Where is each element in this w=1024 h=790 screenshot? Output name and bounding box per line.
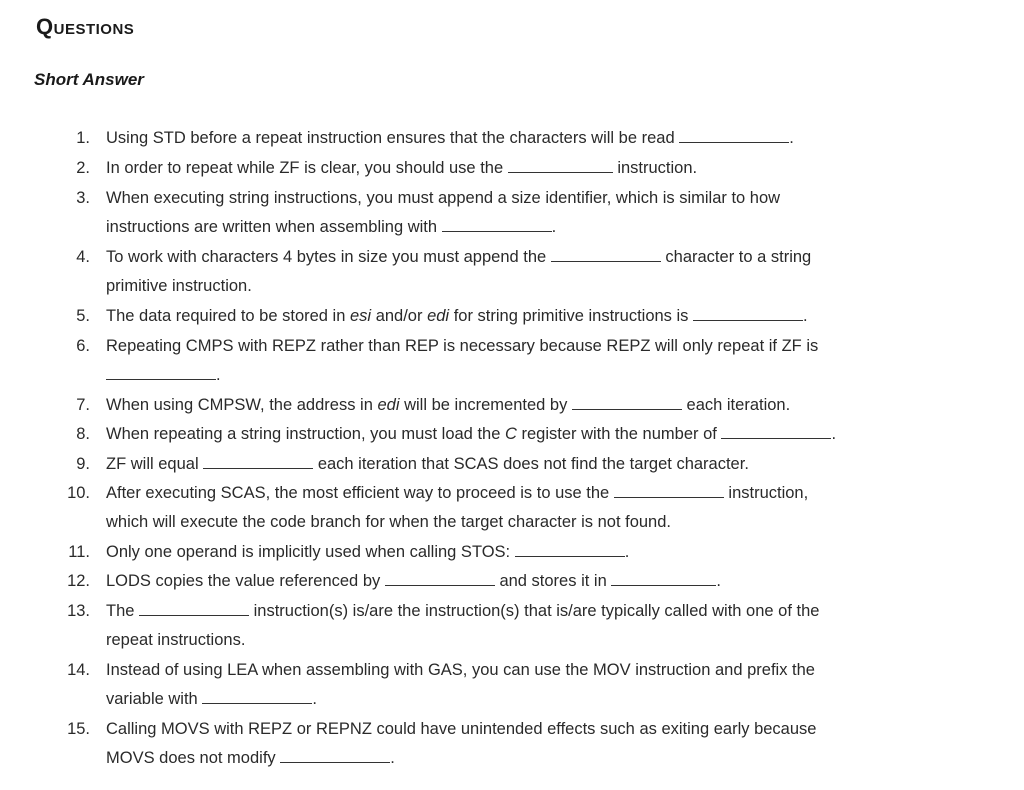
answer-blank: [106, 379, 216, 380]
punctuation: .: [390, 749, 395, 767]
register-name: edi: [377, 396, 400, 414]
answer-blank: [515, 556, 625, 557]
question-number: 7.: [76, 396, 90, 414]
question-text: To work with characters 4 bytes in size you must append the: [106, 248, 547, 266]
punctuation: .: [831, 425, 837, 443]
question-number: 15.: [67, 720, 90, 738]
question-number: 12.: [67, 572, 90, 590]
question-text: Calling MOVS with REPZ or REPNZ could have unintended effects such as exiting early because: [106, 720, 817, 738]
question-number: 8.: [76, 425, 90, 443]
answer-blank: [385, 585, 495, 586]
question-number: 3.: [76, 189, 90, 207]
register-name: edi: [427, 307, 450, 325]
question-text: The data required to be stored in: [106, 307, 346, 325]
question-number: 6.: [76, 337, 90, 355]
question-number: 14.: [67, 661, 90, 679]
answer-blank: [693, 320, 803, 321]
answer-blank: [280, 762, 390, 763]
punctuation: .: [803, 307, 808, 325]
question-number: 2.: [76, 159, 90, 177]
question-text: Instead of using LEA when assembling with GAS, you can use the MOV instruction and prefix the: [106, 661, 815, 679]
answer-blank: [679, 142, 789, 143]
question-text: and/or: [375, 307, 423, 325]
question-text: character to a string: [665, 248, 812, 266]
question-number: 9.: [76, 455, 90, 473]
question-text: The: [106, 602, 135, 620]
question-text: primitive instruction.: [106, 277, 252, 295]
question-text: will be incremented by: [404, 396, 568, 414]
question-text: for string primitive instructions is: [453, 307, 689, 325]
answer-blank: [442, 231, 552, 232]
question-text: When executing string instructions, you must append a size identifier, which is similar to how: [106, 189, 781, 207]
punctuation: .: [716, 572, 721, 590]
register-name: esi: [350, 307, 372, 325]
question-text: register with the number of: [521, 425, 717, 443]
answer-blank: [508, 172, 613, 173]
answer-blank: [139, 615, 249, 616]
question-text: Using STD before a repeat instruction ensures that the characters will be read: [106, 129, 675, 147]
question-number: 11.: [68, 543, 90, 561]
question-number: 4.: [76, 248, 90, 266]
punctuation: .: [624, 543, 630, 561]
question-text: Repeating CMPS with REPZ rather than REP is necessary because REPZ will only repeat if ZF is: [106, 337, 819, 355]
section-subheading: Short Answer: [34, 70, 144, 89]
question-number: 10.: [67, 484, 90, 502]
punctuation: .: [551, 218, 557, 236]
answer-blank: [572, 409, 682, 410]
question-number: 13.: [67, 602, 90, 620]
question-text: In order to repeat while ZF is clear, you should use the: [106, 159, 504, 177]
question-text: When repeating a string instruction, you must load the: [106, 425, 501, 443]
question-text: instruction.: [617, 159, 698, 177]
question-number: 5.: [76, 307, 90, 325]
question-text: each iteration that SCAS does not find the target character.: [317, 455, 749, 473]
question-text: each iteration.: [686, 396, 791, 414]
question-number: 1.: [76, 129, 90, 147]
register-name: C: [504, 425, 517, 443]
question-text: LODS copies the value referenced by: [106, 572, 381, 590]
answer-blank: [203, 468, 313, 469]
question-text: repeat instructions.: [106, 631, 246, 649]
punctuation: .: [312, 690, 317, 708]
question-text: and stores it in: [499, 572, 607, 590]
answer-blank: [721, 438, 831, 439]
answer-blank: [202, 703, 312, 704]
question-text: Only one operand is implicitly used when calling STOS:: [106, 543, 511, 561]
answer-blank: [614, 497, 724, 498]
question-text: which will execute the code branch for when the target character is not found.: [106, 513, 671, 531]
punctuation: .: [216, 366, 221, 384]
section-heading: Questions: [36, 14, 135, 39]
question-text: variable with: [106, 690, 198, 708]
question-text: After executing SCAS, the most efficient way to proceed is to use the: [106, 484, 610, 502]
question-text: ZF will equal: [106, 455, 199, 473]
question-text: MOVS does not modify: [106, 749, 276, 767]
question-text: instructions are written when assembling with: [106, 218, 438, 236]
answer-blank: [551, 261, 661, 262]
question-text: instruction(s) is/are the instruction(s) that is/are typically called with one of the: [253, 602, 820, 620]
punctuation: .: [789, 129, 794, 147]
question-text: When using CMPSW, the address in: [106, 396, 373, 414]
answer-blank: [611, 585, 716, 586]
question-text: instruction,: [728, 484, 809, 502]
